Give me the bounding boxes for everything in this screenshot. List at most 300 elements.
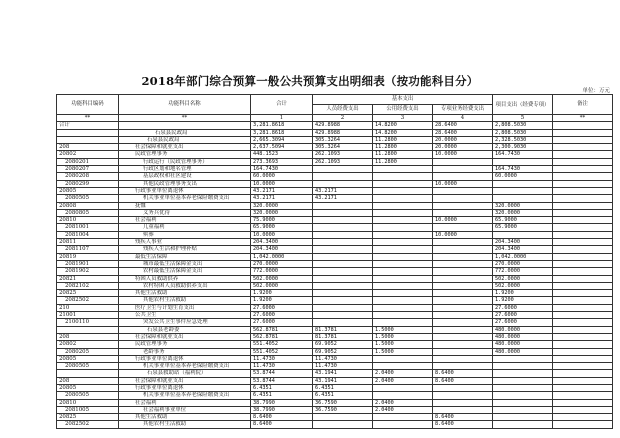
- table-row: [57, 122, 613, 129]
- cell-public: [373, 268, 433, 275]
- cell-project: [493, 231, 553, 238]
- cell-name: 其他生活救助: [119, 414, 251, 421]
- cell-total: 10.0000: [251, 180, 313, 187]
- cell-total: 27.6000: [251, 304, 313, 311]
- cell-code: 20805: [57, 384, 119, 391]
- cell-total: 6.4351: [251, 384, 313, 391]
- cell-code: 21001: [57, 312, 119, 319]
- cell-special: 10.0000: [433, 151, 493, 158]
- cell-project: 480.0000: [493, 333, 553, 340]
- cell-total: 53.8744: [251, 370, 313, 377]
- cell-code: 2080505: [57, 363, 119, 370]
- cell-personnel: 36.7590: [313, 399, 373, 406]
- cell-name: 儿童福利: [119, 224, 251, 231]
- cell-public: 11.2800: [373, 144, 433, 151]
- cell-project: 502.0000: [493, 275, 553, 282]
- cell-code: [57, 370, 119, 377]
- table-row: [57, 173, 613, 180]
- cell-project: 1,042.0000: [493, 253, 553, 260]
- cell-project: 65.9000: [493, 224, 553, 231]
- cell-project: 2,808.5030: [493, 122, 553, 129]
- cell-name: [119, 122, 251, 129]
- cell-project: 164.7430: [493, 166, 553, 173]
- cell-note: [553, 209, 613, 216]
- table-row: [57, 231, 613, 238]
- cell-personnel: 6.4351: [313, 392, 373, 399]
- cell-project: 27.6000: [493, 312, 553, 319]
- cell-name: 机关事业单位基本养老保险缴费支出: [119, 392, 251, 399]
- cell-note: [553, 319, 613, 326]
- cell-code: 20825: [57, 290, 119, 297]
- cell-note: [553, 144, 613, 151]
- cell-project: [493, 363, 553, 370]
- index-1: 1: [251, 115, 313, 122]
- cell-personnel: 11.4730: [313, 355, 373, 362]
- table-row: [57, 377, 613, 384]
- cell-special: 8.6400: [433, 377, 493, 384]
- cell-special: [433, 166, 493, 173]
- cell-name: 社会福利事业单位: [119, 406, 251, 413]
- cell-name: 民政管理事务: [119, 151, 251, 158]
- cell-public: [373, 217, 433, 224]
- cell-special: [433, 341, 493, 348]
- cell-personnel: [313, 319, 373, 326]
- table-row: [57, 129, 613, 136]
- cell-total: 270.0000: [251, 260, 313, 267]
- cell-code: 2081005: [57, 406, 119, 413]
- table-row: [57, 290, 613, 297]
- cell-special: [433, 319, 493, 326]
- cell-note: [553, 421, 613, 428]
- cell-public: [373, 224, 433, 231]
- cell-code: 2081107: [57, 246, 119, 253]
- cell-code: 2080207: [57, 166, 119, 173]
- cell-personnel: 305.3264: [313, 136, 373, 143]
- cell-special: [433, 297, 493, 304]
- cell-personnel: [313, 166, 373, 173]
- cell-project: 27.6000: [493, 319, 553, 326]
- cell-code: 2082502: [57, 421, 119, 428]
- cell-special: 8.6400: [433, 370, 493, 377]
- cell-public: 1.5000: [373, 333, 433, 340]
- cell-total: 60.0000: [251, 173, 313, 180]
- cell-name: 社会福利: [119, 399, 251, 406]
- table-row: [57, 144, 613, 151]
- cell-total: 1.9200: [251, 290, 313, 297]
- cell-note: [553, 312, 613, 319]
- cell-personnel: 6.4351: [313, 384, 373, 391]
- cell-public: [373, 166, 433, 173]
- table-row: [57, 341, 613, 348]
- cell-special: [433, 392, 493, 399]
- cell-code: 2081004: [57, 231, 119, 238]
- cell-public: 11.2800: [373, 136, 433, 143]
- table-row: [57, 333, 613, 340]
- cell-name: 石泉县老龄委: [119, 326, 251, 333]
- cell-personnel: 81.3781: [313, 326, 373, 333]
- cell-personnel: [313, 421, 373, 428]
- cell-project: 2,300.9030: [493, 144, 553, 151]
- cell-name: 行政运行（民政管理事务）: [119, 158, 251, 165]
- cell-total: 11.4730: [251, 363, 313, 370]
- cell-total: 502.0000: [251, 275, 313, 282]
- cell-special: [433, 260, 493, 267]
- cell-total: 10.0000: [251, 231, 313, 238]
- cell-total: 2,665.3094: [251, 136, 313, 143]
- cell-personnel: [313, 217, 373, 224]
- cell-note: [553, 406, 613, 413]
- header-row: [57, 95, 613, 105]
- cell-name: 其他民政管理事务支出: [119, 180, 251, 187]
- cell-public: [373, 239, 433, 246]
- cell-project: 1.9200: [493, 290, 553, 297]
- cell-special: [433, 363, 493, 370]
- cell-special: [433, 253, 493, 260]
- cell-name: 医疗卫生与计划生育支出: [119, 304, 251, 311]
- cell-project: [493, 399, 553, 406]
- cell-total: 273.3693: [251, 158, 313, 165]
- cell-name: 石泉县民政局: [119, 136, 251, 143]
- table-row: [57, 136, 613, 143]
- cell-project: 2,808.5030: [493, 129, 553, 136]
- cell-special: 28.6400: [433, 129, 493, 136]
- cell-public: [373, 195, 433, 202]
- cell-total: 204.3400: [251, 239, 313, 246]
- cell-code: 20810: [57, 399, 119, 406]
- cell-code: 208: [57, 377, 119, 384]
- cell-public: 1.5000: [373, 348, 433, 355]
- cell-name: 行政事业单位离退休: [119, 355, 251, 362]
- cell-code: 20805: [57, 187, 119, 194]
- cell-total: 11.4730: [251, 355, 313, 362]
- cell-total: 448.1523: [251, 151, 313, 158]
- header-total: 合计: [251, 95, 313, 115]
- cell-special: 20.0000: [433, 144, 493, 151]
- cell-note: [553, 392, 613, 399]
- cell-total: 1.9200: [251, 297, 313, 304]
- cell-personnel: [313, 268, 373, 275]
- cell-name: 公共卫生: [119, 312, 251, 319]
- cell-total: 562.8781: [251, 333, 313, 340]
- table-row: [57, 180, 613, 187]
- cell-note: [553, 377, 613, 384]
- cell-special: [433, 384, 493, 391]
- cell-code: 2081902: [57, 268, 119, 275]
- cell-note: [553, 253, 613, 260]
- cell-total: 38.7990: [251, 399, 313, 406]
- table-row: [57, 297, 613, 304]
- cell-special: [433, 406, 493, 413]
- cell-code: 20810: [57, 217, 119, 224]
- cell-note: [553, 246, 613, 253]
- cell-personnel: [313, 275, 373, 282]
- cell-code: 2080505: [57, 392, 119, 399]
- cell-personnel: 262.1093: [313, 151, 373, 158]
- cell-total: 320.0000: [251, 202, 313, 209]
- cell-special: [433, 304, 493, 311]
- cell-total: 27.6000: [251, 312, 313, 319]
- index-code: **: [57, 115, 119, 122]
- cell-project: [493, 421, 553, 428]
- cell-code: 2080299: [57, 180, 119, 187]
- cell-public: 11.2800: [373, 151, 433, 158]
- cell-total: 43.2171: [251, 187, 313, 194]
- header-public: 公用经费支出: [373, 105, 433, 115]
- cell-special: 8.6400: [433, 414, 493, 421]
- cell-special: [433, 195, 493, 202]
- index-3: 3: [373, 115, 433, 122]
- cell-note: [553, 239, 613, 246]
- cell-name: 残疾人事业: [119, 239, 251, 246]
- cell-public: [373, 355, 433, 362]
- cell-note: [553, 136, 613, 143]
- cell-public: 2.0400: [373, 370, 433, 377]
- cell-code: 2080505: [57, 195, 119, 202]
- cell-total: 65.9000: [251, 224, 313, 231]
- index-2: 2: [313, 115, 373, 122]
- cell-project: [493, 355, 553, 362]
- cell-personnel: [313, 297, 373, 304]
- cell-code: 2080805: [57, 209, 119, 216]
- table-row: [57, 363, 613, 370]
- cell-total: 38.7990: [251, 406, 313, 413]
- cell-special: [433, 348, 493, 355]
- cell-total: 53.8744: [251, 377, 313, 384]
- table-row: [57, 392, 613, 399]
- cell-total: 27.6000: [251, 319, 313, 326]
- cell-public: [373, 384, 433, 391]
- cell-name: 农村特困人员救助供养支出: [119, 282, 251, 289]
- cell-personnel: [313, 304, 373, 311]
- cell-project: [493, 370, 553, 377]
- cell-public: [373, 392, 433, 399]
- cell-note: [553, 282, 613, 289]
- cell-project: [493, 187, 553, 194]
- cell-note: [553, 224, 613, 231]
- cell-total: 3,281.8618: [251, 129, 313, 136]
- cell-public: 1.5000: [373, 341, 433, 348]
- cell-total: 3,281.8618: [251, 122, 313, 129]
- cell-personnel: [313, 282, 373, 289]
- cell-name: 社会保障和就业支出: [119, 144, 251, 151]
- cell-project: [493, 414, 553, 421]
- cell-public: [373, 187, 433, 194]
- cell-project: [493, 158, 553, 165]
- cell-project: 60.0000: [493, 173, 553, 180]
- cell-total: 75.9000: [251, 217, 313, 224]
- index-row: [57, 115, 613, 122]
- cell-public: [373, 363, 433, 370]
- cell-personnel: [313, 231, 373, 238]
- unit-label: 单位：万元: [582, 88, 610, 94]
- header-project: 项目支出（经费专项）: [493, 95, 553, 115]
- cell-name: 行政事业单位离退休: [119, 187, 251, 194]
- cell-note: [553, 166, 613, 173]
- cell-project: 164.7430: [493, 151, 553, 158]
- cell-total: 8.6400: [251, 414, 313, 421]
- page-title: 2018年部门综合预算一般公共预算支出明细表（按功能科目分）: [141, 74, 479, 88]
- cell-name: 老龄事务: [119, 348, 251, 355]
- cell-code: [57, 326, 119, 333]
- table-row: [57, 260, 613, 267]
- cell-special: [433, 399, 493, 406]
- table-row: [57, 348, 613, 355]
- cell-code: 20819: [57, 253, 119, 260]
- cell-personnel: [313, 202, 373, 209]
- cell-project: [493, 195, 553, 202]
- cell-personnel: [313, 312, 373, 319]
- cell-public: [373, 246, 433, 253]
- cell-note: [553, 268, 613, 275]
- cell-project: 480.0000: [493, 326, 553, 333]
- table-row: [57, 406, 613, 413]
- table-row: [57, 275, 613, 282]
- cell-public: [373, 319, 433, 326]
- cell-note: [553, 348, 613, 355]
- cell-code: 2080205: [57, 348, 119, 355]
- cell-code: 2082102: [57, 282, 119, 289]
- cell-code: 2100110: [57, 319, 119, 326]
- cell-code: 20821: [57, 275, 119, 282]
- cell-note: [553, 173, 613, 180]
- cell-code: 2080208: [57, 173, 119, 180]
- cell-public: 14.8200: [373, 122, 433, 129]
- cell-name: 城市最低生活保障金支出: [119, 260, 251, 267]
- cell-project: 2,328.5030: [493, 136, 553, 143]
- cell-special: [433, 246, 493, 253]
- cell-total: 502.0000: [251, 282, 313, 289]
- cell-project: 204.3400: [493, 246, 553, 253]
- cell-public: 2.0400: [373, 406, 433, 413]
- cell-project: [493, 180, 553, 187]
- cell-code: 20825: [57, 414, 119, 421]
- cell-name: 其他生活救助: [119, 290, 251, 297]
- cell-note: [553, 326, 613, 333]
- cell-public: [373, 414, 433, 421]
- cell-name: 最低生活保障: [119, 253, 251, 260]
- cell-special: [433, 173, 493, 180]
- cell-project: 204.3400: [493, 239, 553, 246]
- cell-personnel: [313, 224, 373, 231]
- table-row: [57, 224, 613, 231]
- table-row: [57, 202, 613, 209]
- cell-personnel: 11.4730: [313, 363, 373, 370]
- cell-name: 行政事业单位离退休: [119, 384, 251, 391]
- cell-note: [553, 180, 613, 187]
- cell-code: 2080201: [57, 158, 119, 165]
- header-special: 专项业务经费支出: [433, 105, 493, 115]
- header-basic: 基本支出: [313, 95, 493, 105]
- cell-public: 11.2800: [373, 158, 433, 165]
- cell-public: [373, 312, 433, 319]
- table-row: [57, 319, 613, 326]
- cell-code: 208: [57, 333, 119, 340]
- cell-total: 6.4351: [251, 392, 313, 399]
- cell-note: [553, 333, 613, 340]
- table-row: [57, 384, 613, 391]
- cell-personnel: 43.1941: [313, 370, 373, 377]
- cell-project: 270.0000: [493, 260, 553, 267]
- cell-name: 机关事业单位基本养老保险缴费支出: [119, 195, 251, 202]
- cell-name: 机关事业单位基本养老保险缴费支出: [119, 363, 251, 370]
- cell-note: [553, 187, 613, 194]
- cell-name: 社会保障和就业支出: [119, 377, 251, 384]
- cell-name: 特困人员救助供养: [119, 275, 251, 282]
- cell-special: [433, 275, 493, 282]
- budget-table: [56, 94, 613, 429]
- cell-note: [553, 217, 613, 224]
- cell-note: [553, 297, 613, 304]
- table-row: [57, 246, 613, 253]
- table-row: [57, 166, 613, 173]
- cell-note: [553, 129, 613, 136]
- cell-code: 合计: [57, 122, 119, 129]
- cell-code: [57, 129, 119, 136]
- cell-project: [493, 406, 553, 413]
- table-row: [57, 421, 613, 428]
- table-row: [57, 217, 613, 224]
- cell-total: 772.0000: [251, 268, 313, 275]
- cell-personnel: 81.3781: [313, 333, 373, 340]
- cell-public: [373, 297, 433, 304]
- cell-personnel: 43.1941: [313, 377, 373, 384]
- cell-code: 210: [57, 304, 119, 311]
- cell-code: 2081901: [57, 260, 119, 267]
- cell-total: 320.0000: [251, 209, 313, 216]
- cell-name: 其他农村生活救助: [119, 421, 251, 428]
- cell-personnel: [313, 414, 373, 421]
- cell-public: 14.8200: [373, 129, 433, 136]
- cell-personnel: 429.8988: [313, 129, 373, 136]
- cell-project: 480.0000: [493, 348, 553, 355]
- cell-special: [433, 290, 493, 297]
- cell-name: 突发公共卫生事件应急处理: [119, 319, 251, 326]
- cell-name: 石泉县救助站（福利院）: [119, 370, 251, 377]
- cell-public: 2.0400: [373, 377, 433, 384]
- cell-project: [493, 377, 553, 384]
- cell-note: [553, 158, 613, 165]
- cell-name: 残疾人生活和护理补贴: [119, 246, 251, 253]
- cell-total: 164.7430: [251, 166, 313, 173]
- cell-note: [553, 363, 613, 370]
- cell-public: [373, 275, 433, 282]
- table-row: [57, 282, 613, 289]
- header-code: 功能科目编码: [57, 95, 119, 115]
- cell-project: 502.0000: [493, 282, 553, 289]
- table-row: [57, 158, 613, 165]
- cell-note: [553, 355, 613, 362]
- index-name: **: [119, 115, 251, 122]
- cell-special: 10.0000: [433, 180, 493, 187]
- table-row: [57, 253, 613, 260]
- table-row: [57, 151, 613, 158]
- table-row: [57, 304, 613, 311]
- cell-personnel: 43.2171: [313, 195, 373, 202]
- table-row: [57, 326, 613, 333]
- cell-note: [553, 370, 613, 377]
- cell-project: [493, 384, 553, 391]
- cell-project: 480.0000: [493, 341, 553, 348]
- cell-project: 27.6000: [493, 304, 553, 311]
- cell-name: 石泉县民政局: [119, 129, 251, 136]
- cell-code: 2082502: [57, 297, 119, 304]
- cell-special: [433, 224, 493, 231]
- table-row: [57, 312, 613, 319]
- cell-public: 2.0400: [373, 399, 433, 406]
- cell-special: [433, 326, 493, 333]
- header-personnel: 人员经费支出: [313, 105, 373, 115]
- cell-code: [57, 136, 119, 143]
